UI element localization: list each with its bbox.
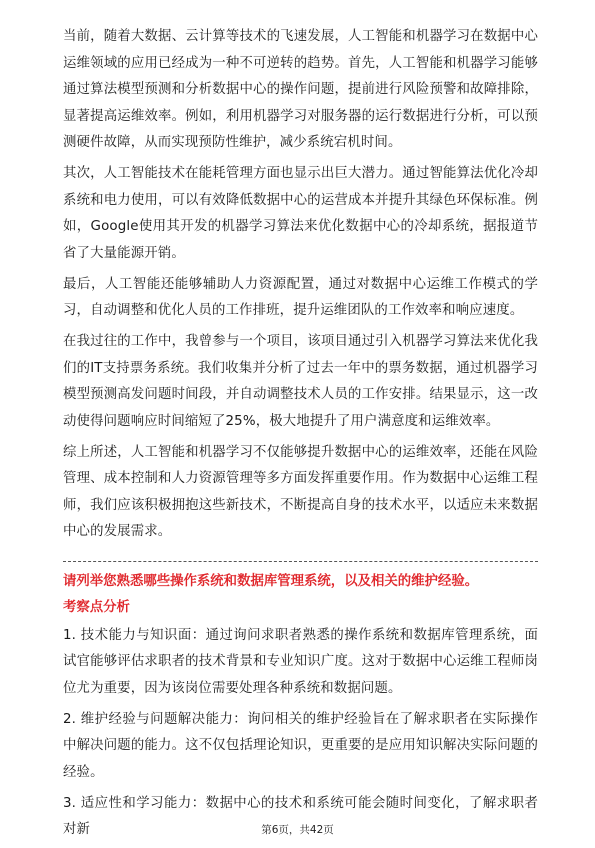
- interview-question: 请列举您熟悉哪些操作系统和数据库管理系统，以及相关的维护经验。: [63, 573, 479, 589]
- analysis-item: 1. 技术能力与知识面：通过询问求职者熟悉的操作系统和数据库管理系统，面试官能够评估求职者的技术背景和专业知识广度。这对于数据中心运维工程师岗位尤为重要，因为该岗位需要处理各种系统和数据问题。: [63, 627, 538, 696]
- body-paragraph: 当前，随着大数据、云计算等技术的飞速发展，人工智能和机器学习在数据中心运维领域的应用已经成为一种不可逆转的趋势。首先，人工智能和机器学习能够通过算法模型预测和分析数据中心的操作问题，提前进行风险预警和故障排除，显著提高运维效率。例如，利用机器学习对服务器的运行数据进行分析，可以预测硬件故障，从而实现预防性维护，减少系统宕机时间。: [63, 29, 538, 150]
- analysis-item: 2. 维护经验与问题解决能力：询问相关的维护经验旨在了解求职者在实际操作中解决问题的能力。这不仅包括理论知识，更重要的是应用知识解决实际问题的经验。: [63, 711, 538, 780]
- body-paragraph: 最后，人工智能还能够辅助人力资源配置，通过对数据中心运维工作模式的学习，自动调整和优化人员的工作排班，提升运维团队的工作效率和响应速度。: [63, 276, 538, 318]
- document-page: [63, 24, 538, 848]
- body-paragraph: 其次，人工智能技术在能耗管理方面也显示出巨大潜力。通过智能算法优化冷却系统和电力使用，可以有效降低数据中心的运营成本并提升其绿色环保标准。例如，Google使用其开发的机器学习算法来优化数据中心的冷却系统，据报道节省了大量能源开销。: [63, 166, 538, 261]
- body-paragraph: 在我过往的工作中，我曾参与一个项目，该项目通过引入机器学习算法来优化我们的IT支持票务系统。我们收集并分析了过去一年中的票务数据，通过机器学习模型预测高发问题时间段，并自动调整技术人员的工作安排。结果显示，这一改动使得问题响应时间缩短了25%，极大地提升了用户满意度和运维效率。: [63, 334, 538, 429]
- section-divider: [63, 561, 538, 562]
- page-number: 第6页，共42页: [261, 824, 334, 836]
- analysis-item: 3. 适应性和学习能力：数据中心的技术和系统可能会随时间变化，了解求职者对新: [63, 795, 538, 837]
- analysis-heading: 考察点分析: [63, 599, 130, 615]
- body-paragraph: 综上所述，人工智能和机器学习不仅能够提升数据中心的运维效率，还能在风险管理、成本控制和人力资源管理等多方面发挥重要作用。作为数据中心运维工程师，我们应该积极拥抱这些新技术，不断提高自身的技术水平，以适应未来数据中心的发展需求。: [63, 444, 538, 539]
